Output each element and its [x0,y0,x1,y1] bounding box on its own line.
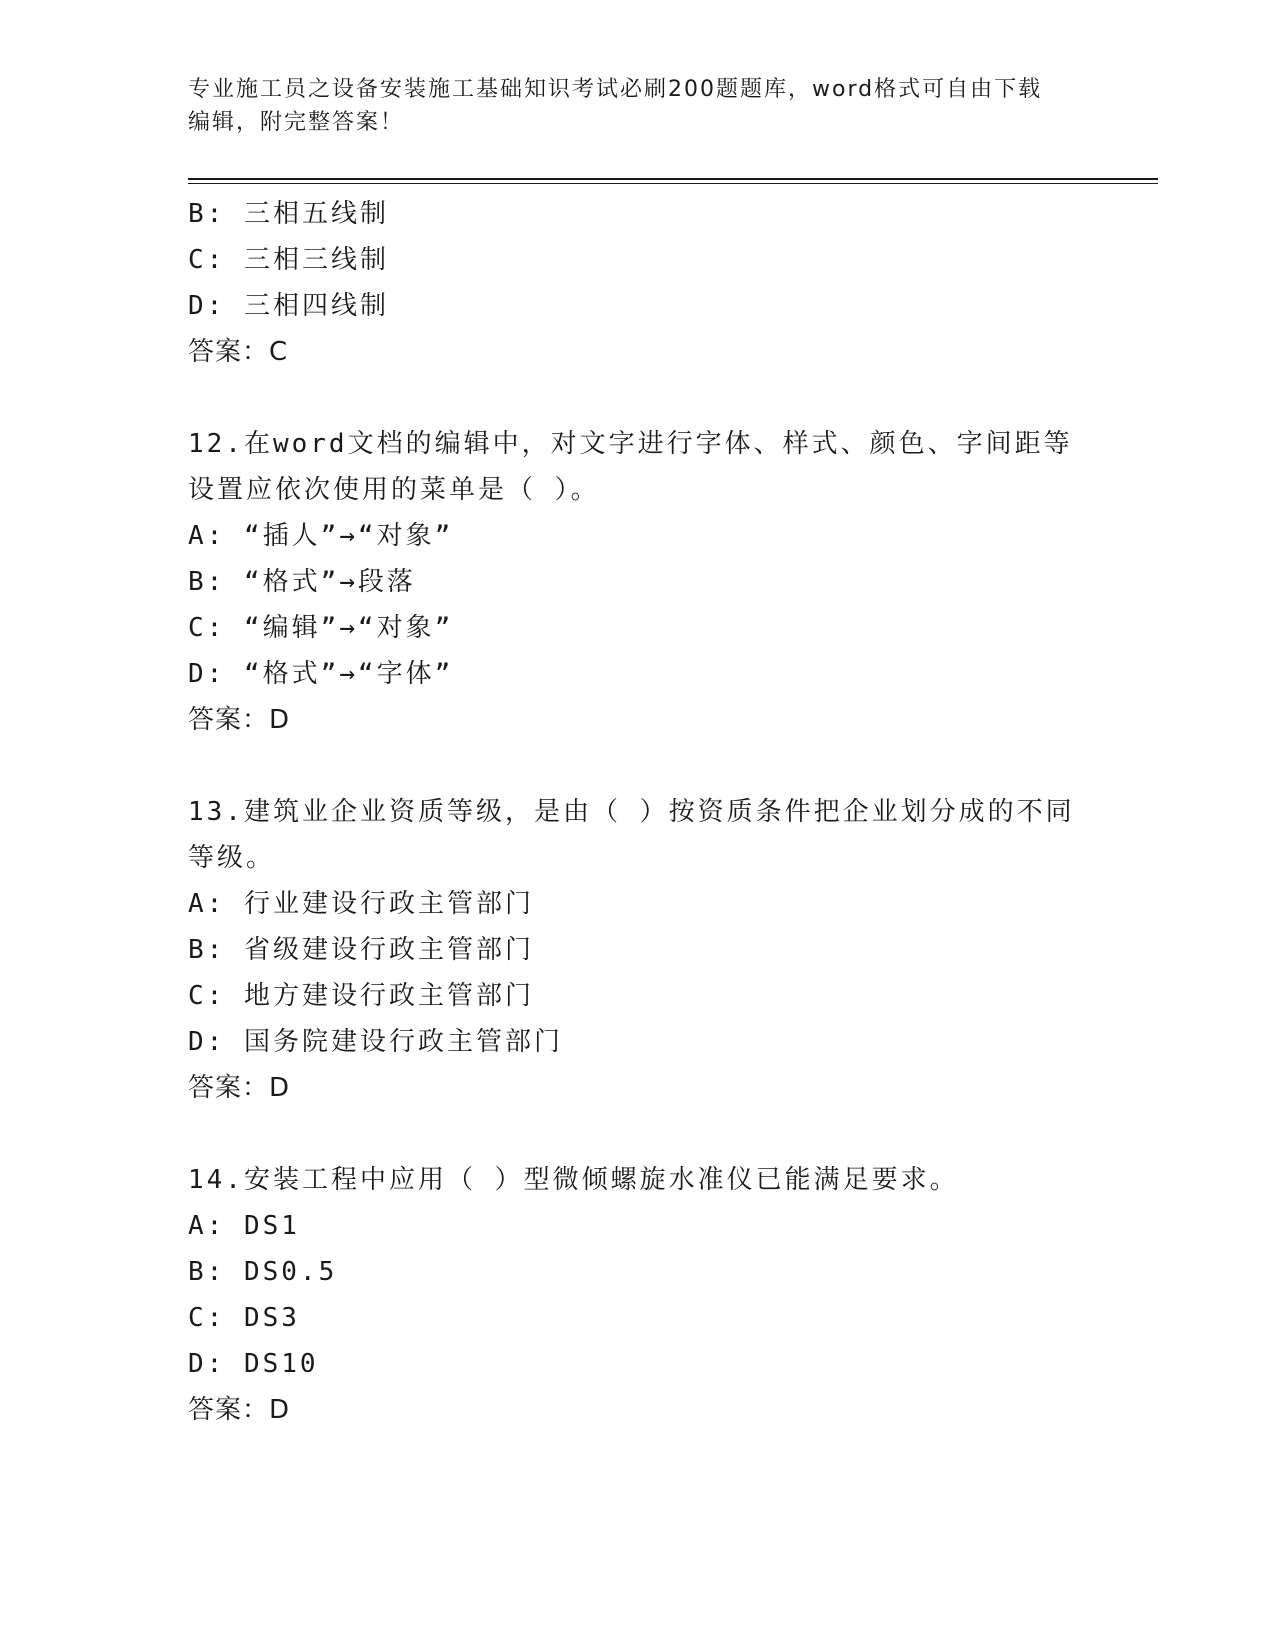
option-d: D: DS10 [188,1349,319,1379]
question-14 [188,1157,1088,1433]
option-a: A: DS1 [188,1211,300,1241]
option-c: C: “编辑”→“对象” [188,613,454,643]
question-stem-continued: 设置应依次使用的菜单是（ ）。 [188,475,600,505]
option-c: C: DS3 [188,1303,300,1333]
question-list [188,191,1088,1433]
option-b: B: 省级建设行政主管部门 [188,935,534,965]
option-b: B: “格式”→段落 [188,567,416,597]
document-header [188,73,1088,139]
header-divider-thin [188,183,1158,184]
question-stem: 14.安装工程中应用（ ）型微倾螺旋水准仪已能满足要求。 [188,1165,959,1195]
option-c: C: 地方建设行政主管部门 [188,981,534,1011]
option-d: D: 国务院建设行政主管部门 [188,1027,563,1057]
option-c: C: 三相三线制 [188,245,389,275]
option-b: B: DS0.5 [188,1257,338,1287]
question-stem-continued: 等级。 [188,843,276,873]
answer-line: 答案：C [188,337,289,367]
answer-line: 答案：D [188,1073,291,1103]
option-b: B: 三相五线制 [188,199,389,229]
option-a: A: 行业建设行政主管部门 [188,889,534,919]
option-a: A: “插人”→“对象” [188,521,454,551]
question-13 [188,789,1088,1111]
answer-line: 答案：D [188,1395,291,1425]
answer-line: 答案：D [188,705,291,735]
question-11 [188,191,1088,375]
header-divider-thick [188,178,1158,180]
question-stem: 12.在word文档的编辑中，对文字进行字体、样式、颜色、字间距等 [188,429,1073,459]
question-spacer [188,743,1088,789]
question-spacer [188,375,1088,421]
option-d: D: “格式”→“字体” [188,659,454,689]
option-d: D: 三相四线制 [188,291,389,321]
question-12 [188,421,1088,743]
header-line-1: 专业施工员之设备安装施工基础知识考试必刷200题题库，word格式可自由下载 [188,77,1043,102]
question-stem: 13.建筑业企业资质等级，是由（ ）按资质条件把企业划分成的不同 [188,797,1075,827]
question-spacer [188,1111,1088,1157]
header-line-2: 编辑，附完整答案！ [188,110,405,135]
